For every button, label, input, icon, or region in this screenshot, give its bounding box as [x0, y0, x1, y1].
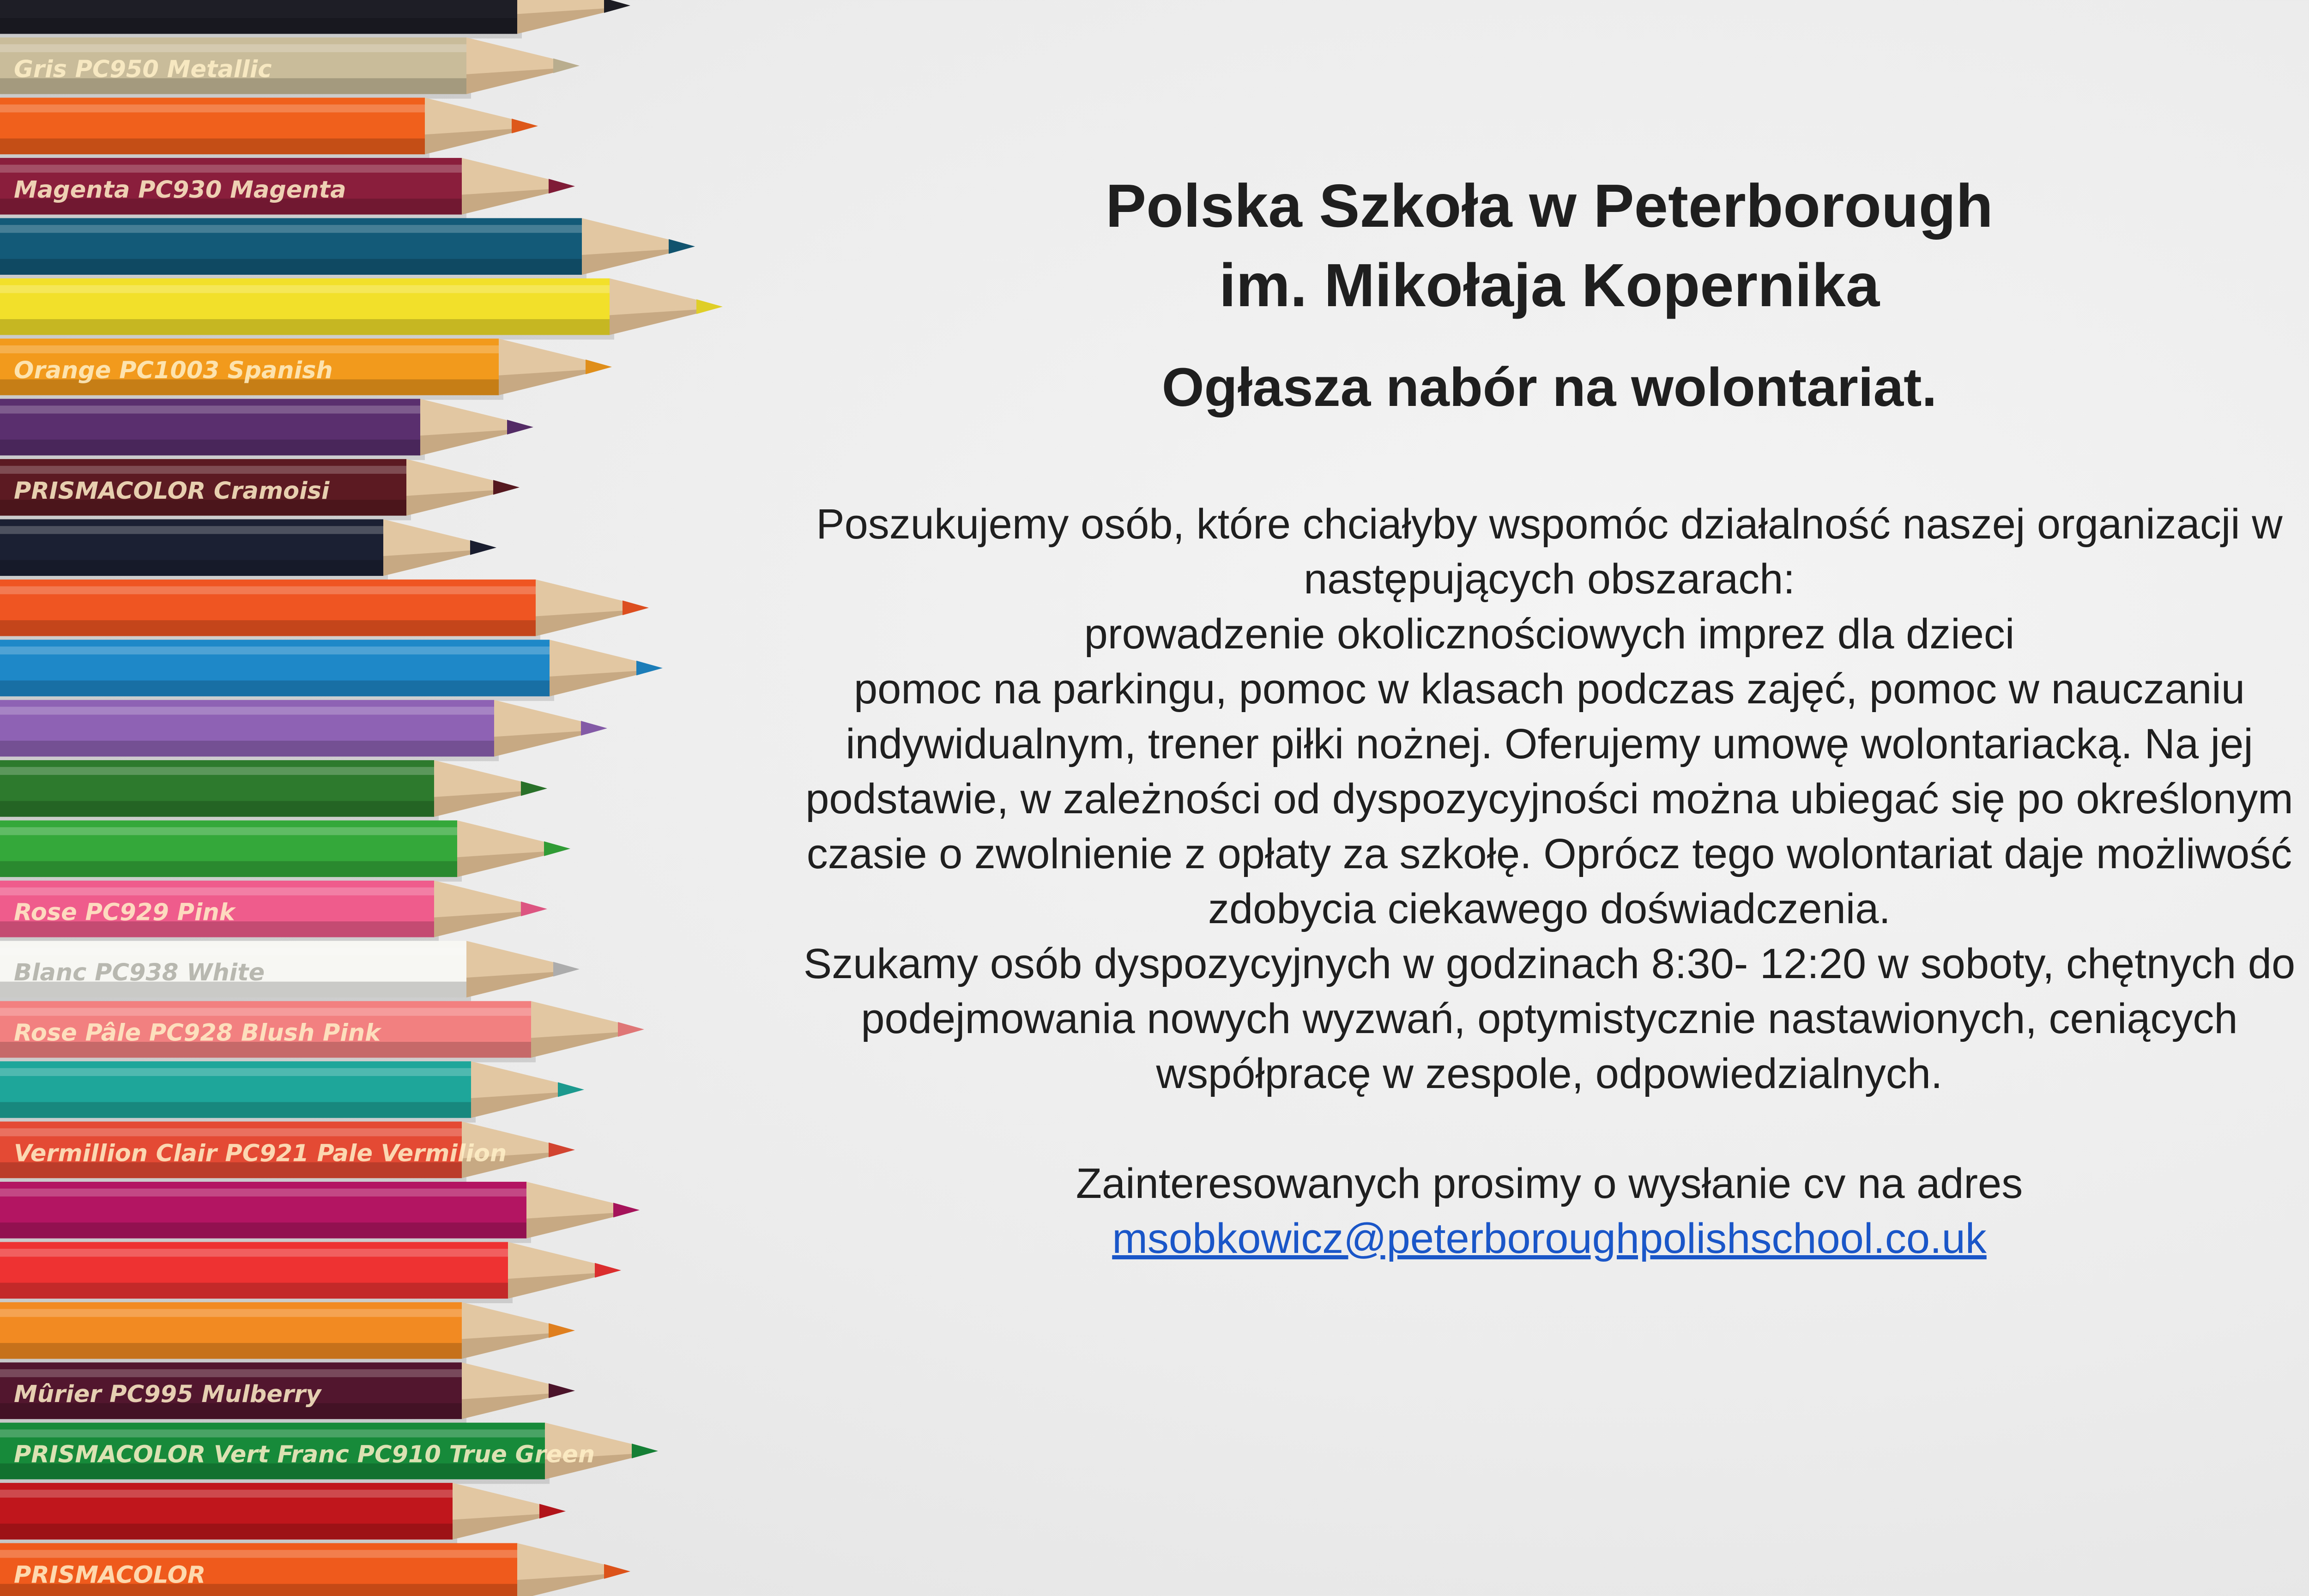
pencil — [0, 881, 547, 942]
pencil — [0, 941, 580, 1002]
pencil — [0, 278, 723, 340]
pencil — [0, 640, 663, 701]
pencil — [0, 1483, 566, 1544]
pencil — [0, 339, 612, 400]
colored-pencils-illustration — [0, 0, 762, 1596]
pencil-label: PRISMACOLOR Vert Franc PC910 True Green — [14, 1441, 595, 1469]
pencil — [0, 700, 607, 762]
pencil — [0, 1001, 644, 1063]
paragraph-intro: Poszukujemy osób, które chciałyby wspomóc działalność naszej organizacji w następujących obszarach: — [816, 501, 2283, 603]
email-link[interactable]: msobkowicz@peterboroughpolishschool.co.uk — [1112, 1215, 1987, 1262]
pencil-label: Gris PC950 Metallic — [14, 55, 272, 83]
pencil-label: Vermillion Clair PC921 Pale Vermilion — [14, 1140, 507, 1167]
pencil — [0, 98, 538, 159]
announcement — [785, 166, 2309, 1266]
pencil — [0, 821, 570, 882]
paragraph-requirements: Szukamy osób dyspozycyjnych w godzinach 8:30- 12:20 w soboty, chętnych do podejmowania nowych wyzwań, optymistycznie nastawionych, ceniących współpracę w zespole, odpowiedzialnych. — [803, 940, 2296, 1097]
title-line-1: Polska Szkoła w Peterborough — [1106, 172, 1993, 240]
pencil — [0, 580, 649, 641]
page-title — [785, 166, 2309, 325]
pencil — [0, 459, 520, 520]
pencil-label: Blanc PC938 White — [14, 959, 265, 987]
announcement-subtitle: Ogłasza nabór na wolontariat. — [1161, 357, 1937, 418]
pencil-label: Orange PC1003 Spanish — [14, 357, 333, 385]
contact-text: Zainteresowanych prosimy o wysłanie cv na adres — [1076, 1160, 2023, 1207]
pencil — [0, 218, 695, 279]
pencil — [0, 1122, 575, 1183]
pencil — [0, 1061, 584, 1123]
pencil — [0, 399, 533, 460]
pencil-label: Mûrier PC995 Mulberry — [14, 1381, 321, 1409]
pencil — [0, 519, 496, 580]
pencil — [0, 1302, 575, 1364]
spacer — [785, 1101, 2309, 1156]
pencil — [0, 0, 630, 38]
pencil — [0, 760, 547, 822]
announcement-body — [785, 497, 2309, 1266]
title-line-2: im. Mikołaja Kopernika — [1219, 251, 1880, 319]
pencil-label: PRISMACOLOR Cramoisi — [14, 477, 330, 505]
pencil-label: Magenta PC930 Magenta — [14, 176, 346, 204]
pencil — [0, 37, 580, 99]
pencil — [0, 1242, 621, 1303]
paragraph-events: prowadzenie okolicznościowych imprez dla dzieci — [1084, 611, 2015, 658]
pencil — [0, 1543, 630, 1596]
pencil — [0, 158, 575, 219]
pencil-label: Rose PC929 Pink — [14, 899, 235, 926]
pencil — [0, 1423, 658, 1484]
pencil-label: Rose Pâle PC928 Blush Pink — [14, 1019, 381, 1047]
pencil — [0, 1362, 575, 1424]
paragraph-tasks: pomoc na parkingu, pomoc w klasach podczas zajęć, pomoc w nauczaniu indywidualnym, trener piłki nożnej. Oferujemy umowę wolontariacką. Na jej podstawie, w zależności od dyspozycyjności można ubiegać się po określonym czasie o zwolnienie z opłaty za szkołę. Oprócz tego wolontariat daje możliwość zdobycia ciekawego doświadczenia. — [805, 665, 2293, 932]
pencil — [0, 1182, 640, 1243]
pencil-label: PRISMACOLOR — [14, 1561, 206, 1589]
